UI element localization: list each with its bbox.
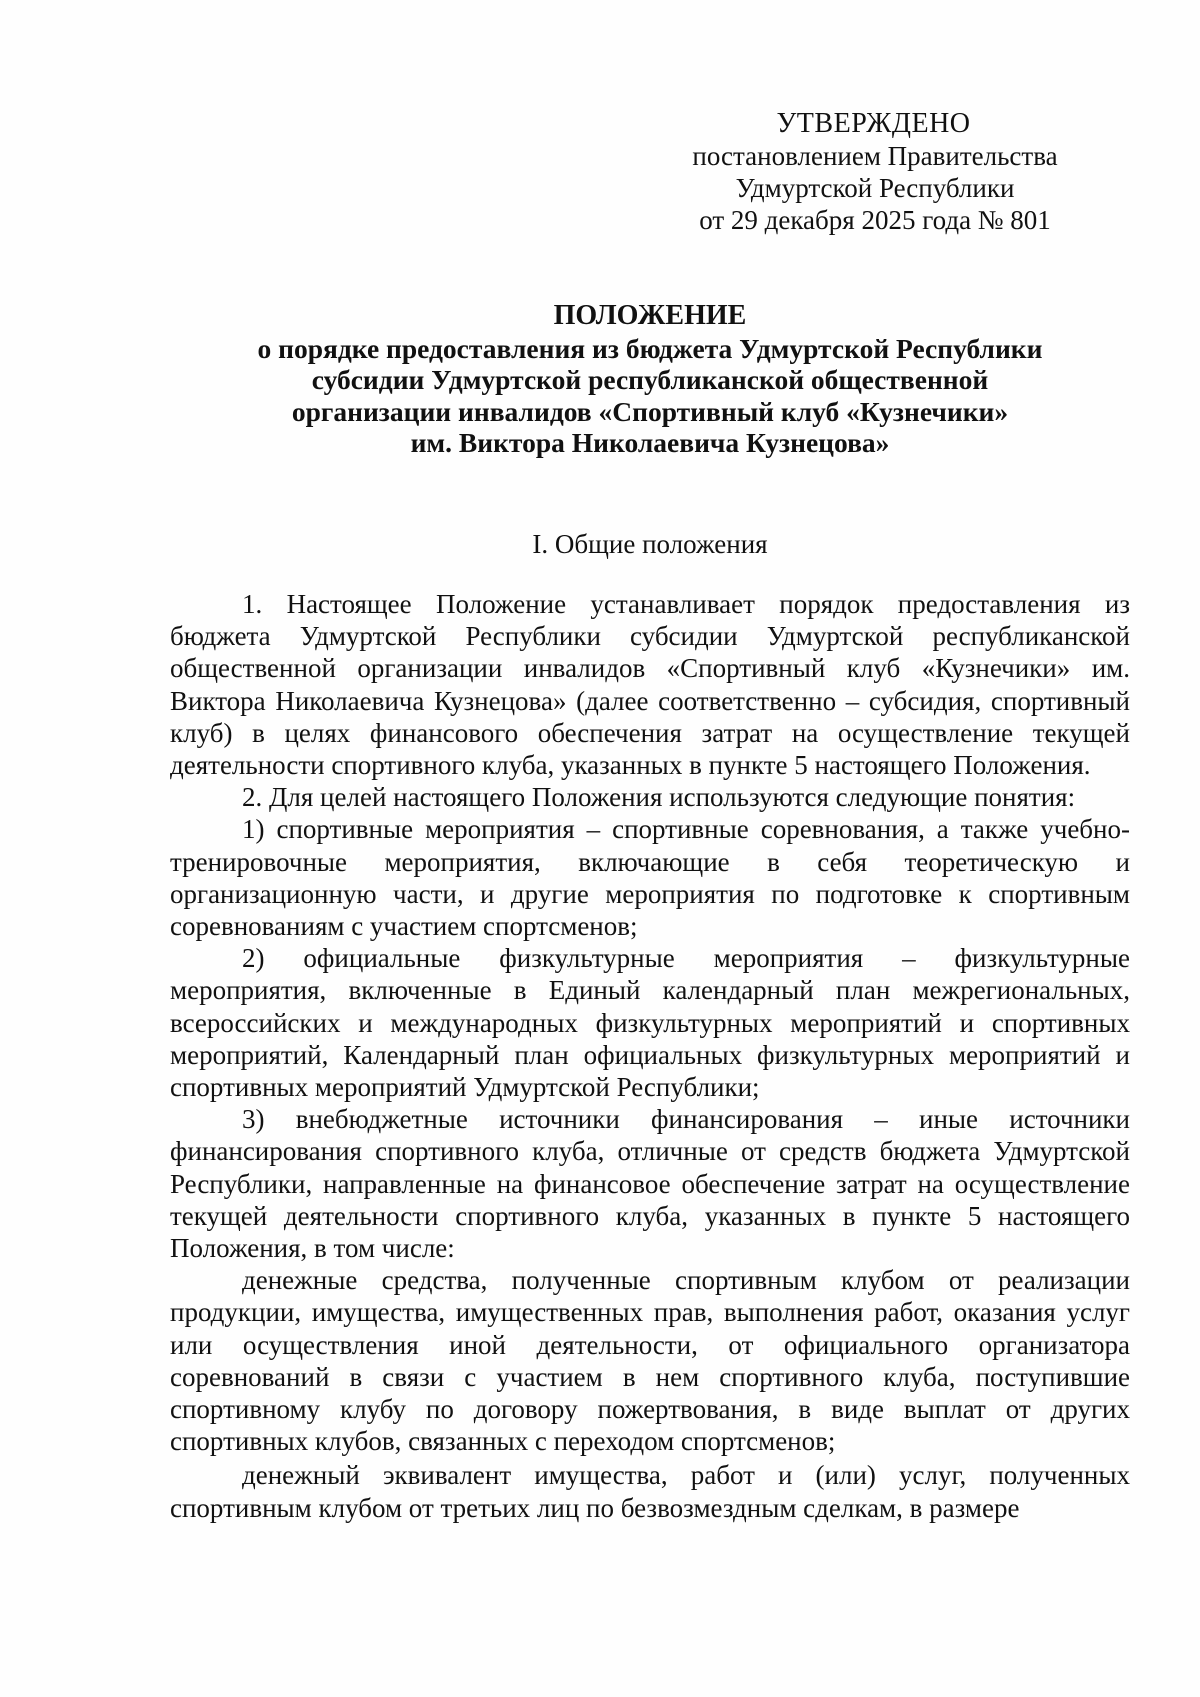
paragraph-2-item-3-subitem-1: денежные средства, полученные спортивным клубом от реализации продукции, имущества, имущественных прав, выполнения работ, оказания услуг или осуществления иной деятельности, от официального организатора соревнований в связи с участием в нем спортивного клуба, поступившие спортивному клубу по договору пожертвования, в виде выплат от других спортивных клубов, связанных с переходом спортсменов;: [170, 1265, 1130, 1457]
section-heading: I. Общие положения: [532, 529, 768, 559]
paragraph-2: 2. Для целей настоящего Положения используются следующие понятия:: [242, 782, 1076, 813]
paragraph-2-item-1: 1) спортивные мероприятия – спортивные соревнования, а также учебно-тренировочные мероприятия, включающие в себя теоретическую и организационную части, и другие мероприятия по подготовке к спортивным соревнованиям с участием спортсменов;: [170, 814, 1130, 942]
approval-block: [640, 108, 1110, 236]
document-body: [170, 588, 1130, 1524]
document-subtitle-line-4: им. Виктора Николаевича Кузнецова»: [410, 427, 890, 458]
paragraph-2-item-2: 2) официальные физкультурные мероприятия – физкультурные мероприятия, включенные в Единый календарный план межрегиональных, всероссийских и международных физкультурных мероприятий и спортивных мероприятий, Календарный план официальных физкультурных мероприятий и спортивных мероприятий Удмуртской Республики;: [170, 943, 1130, 1103]
paragraph-2-item-3-subitem-2: денежный эквивалент имущества, работ и (или) услуг, полученных спортивным клубом от третьих лиц по безвозмездным сделкам, в размере: [170, 1460, 1130, 1523]
approval-date-line: от 29 декабря 2025 года № 801: [699, 205, 1051, 235]
paragraph-2-item-3: 3) внебюджетные источники финансирования – иные источники финансирования спортивного клуба, отличные от средств бюджета Удмуртской Республики, направленные на финансовое обеспечение затрат на осуществление текущей деятельности спортивного клуба, указанных в пункте 5 настоящего Положения, в том числе:: [170, 1104, 1130, 1264]
paragraph-1: 1. Настоящее Положение устанавливает порядок предоставления из бюджета Удмуртской Республики субсидии Удмуртской республиканской общественной организации инвалидов «Спортивный клуб «Кузнечики» им. Виктора Николаевича Кузнецова» (далее соответственно – субсидия, спортивный клуб) в целях финансового обеспечения затрат на осуществление текущей деятельности спортивного клуба, указанных в пункте 5 настоящего Положения.: [170, 589, 1130, 781]
document-title-block: [170, 300, 1130, 459]
document-subtitle-line-1: о порядке предоставления из бюджета Удмуртской Республики: [257, 332, 1043, 364]
document-subtitle-line-3: организации инвалидов «Спортивный клуб «Кузнечики»: [291, 395, 1009, 427]
approval-heading: УТВЕРЖДЕНО: [776, 108, 971, 139]
document-subtitle-line-2: субсидии Удмуртской республиканской общественной: [311, 364, 989, 395]
document-title: ПОЛОЖЕНИЕ: [553, 300, 747, 331]
approval-region-line: Удмуртской Республики: [735, 173, 1015, 203]
approval-decree-line: постановлением Правительства: [692, 141, 1058, 171]
